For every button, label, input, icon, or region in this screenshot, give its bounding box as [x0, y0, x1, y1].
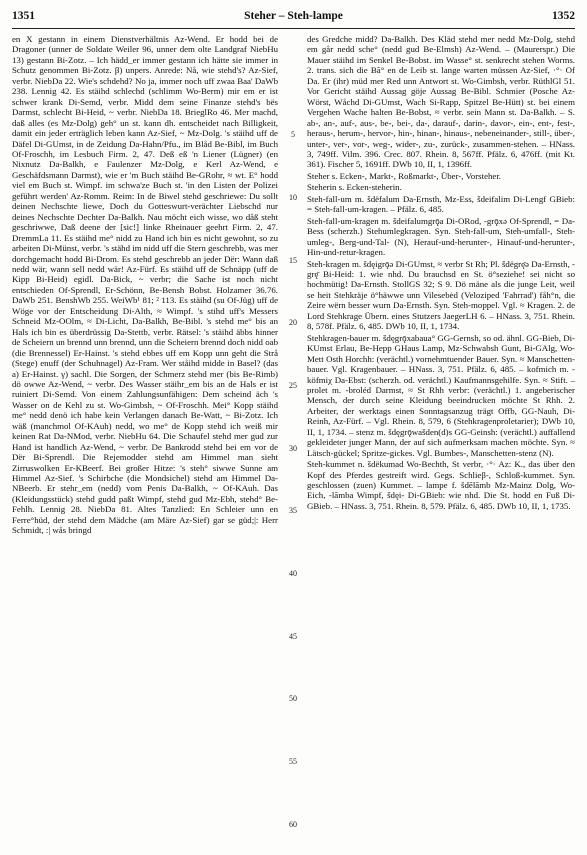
entry-stehkragen-bauer: Stehkragen-bauer m. šdęgrǭxabaua° GG-Gernsh, so od. ähnl. GG-Bieb, Di-KUmst Erlau, Be-Hepp GHaus Lamp, Mz-Schwabsh Gunt, Bi-GAlg, Wo-Mett Osth Horchh: (verächtl.) vornehmtuender Bauer. Syn. ≈ Manschetten-bauer. Vgl. Kragenbauer. – HNass. 3, 751. Pfälz. 6, 485. – kofmich m. -köfmiχ Da-Ebst: (scherzh. od. verächtl.) Kaufmannsgehilfe. Syn. ≈ Stift. – prolet m. -broléd Darmst, ≈ St Rhh verbr: (verächtl.) 1. angeberischer Mensch, der durch seine Kleidung beeindrucken möchte St Rhh. 2. Arbeiter, der werktags einen Sonntagsanzug trägt Offb, GG-Nauh, Di-Reinh, Az-Fürf. – Vgl. Rhein. 8, 579, 6 (Stehkragenproletarier); DWb 10, II, 1, 1734. – stenz m. šdęgrǭwašden(d)s GG-Geinsh: (verächtl.) auffallend gekleideter junger Mann, der auf sich aufmerksam machen möchte. Syn. ≈ Lätsch-gückel; Spritze-gickes. Vgl. Bumbes-, Manschetten-stenz (N).	[307, 332, 575, 458]
left-page-number: 1351	[12, 10, 35, 22]
line-number: 40	[289, 569, 297, 578]
header-rule	[12, 28, 575, 29]
line-number-gutter	[281, 34, 305, 849]
entry-steherin: Steherin s. Ecken-steherin.	[307, 182, 402, 193]
line-number: 55	[289, 757, 297, 766]
left-column-text: en X gestann in einem Dienstverhältnis Az-Wend. Er hodd bei de Dragoner (unner de Soldate Weiler 96, unner dem olte Landgraf NiebHu 13) gestann Bi-Zotz. – Ich hädd_er immer gestann ich hätte sie immer in Schutz genommen Bi-Zotz. β) unpers. Anrede: Nå, wie stehd's? Az-Sief, verbr. NiebDa 22. Wie's schdehd? No ja, immer noch uff zwaa Baa' DaWb 238. Lennig 42. Es stäihd schlechd (schlimm Wo-Berm) mir em er ist schwer krank Di-Semd, verbr. Midd dem seine Finanze stehd's bës Darmst, schlecht Bi-Heid, ~ verbr. NiebDa 18. BrieglRo 46. Mer machd, daß alles (es Mz-Dolg) geh° un st. kann dh. entscheidet nach Billigkeit, damit ein jeder erträglich leben kann Az-Sief, ~ Mz-Dolg. 's stäihd uff de Däfel Di-GUmst, in de Zeidung Da-Hahn/Pfu., im Blåd Be-Bibl, im Buch Of-Froschh, im Lesbuch Firm. 2, 47. Deß eß 'n Liener (Lügner) (en Nixnutz Da-Balkh, e Faulenzer Mz-Dolg, e Kerl Az-Wend, e Geschäfdsmann Darmst), wie er 'm Buch stäihd Be-GRohr, ≈ wt. E° hodd viel em Buch st. Wimpf. im schwa'ze Buch st. 'in den Listen der Polizei geführt werden' Az-Romm. Reim: In de Biwel stehd geschriewe: Du sollt deinen Nechschte liewe, Doch du Gotteswurt-verächter Liebschd nur deines Nechschte Dechter Da-Balkh. Nau möcht eich wisse, wo dåß steht geschriwwe, Daß deene der [sic!] linke Rheinauer geehrt Firm. 2, 47. DremmLa 11. Es stäihd me° nidd zu Hand ich bin es nicht gewohnt, so zu arbeiten Di-Münst, verbr. 's stähd im nidd uff die Stern geschrebb, was mer dorchgemacht hodd Bi-Drom. Es stehd geschrebb an jeder Dër: Wann daß nedd wär, wann sell nedd wär! Az-Fürf. Es stäihd uff de Schnäpp (uff de Kipp Bi-Heid) egidl. Da-Bick, ~ verbr; die Sache ist noch nicht entschieden Of-Sprendl, Er-Schönn, Be-Bensh Bobst. Holzamer 36.76. DaWb 251. BenshWb 255. WeiWb¹ 81; ² 113. Es stäihd (su Of-Jüg) uff de Wöge vor der Entscheidung Di-Alth, ≈ Wimpf. 's stihd uff's Messers Schneid Mz-OOlm, ≈ Di-Licht, Da-Balkh, Be-Bibl. 's stehd me° bis an Hals ich bin es überdrüssig Da-Stettb, verbr. Rätsel: 's stäihd äbbs hinner de Scheiern un brennd unn brennd, unn die Scheiern brennd doch nidd oab (die Brennessel) Er-Hainst. 's stehd ebbes uff em Kopp unn geht die Strå (Stege) enuff (der Schuhnagel) Az-Fram. Wer ståihd midde in Basel? (das a) Er-Hainst. γ) sachl. Die Sorgen, der Schmerz stehd mer (bis Be-Rimb) dö owwe Az-Wend, ~ verbr. Des Wasser stäihr_em bis an de Hals er ist ruiniert Di-Semd. Von einem Zahlungsunfähigen: Dem scheind äch 's Wasser on de Kehl zu st. Wo-Gimbsh, ~ Of-Froschh. Mei° Kopp stäihd me° nedd denö ich habe kein Verlangen danach Be-Watt, ~ Bi-Zotz. Ich wäß (manchmol Of-KAuh) nedd, wo me° de Kopp stehd ich weiß mir keinen Rat Da-NMod, verbr. NiebHu 64. Die Schaufel stehd mer gud zur Hand ist handlich Az-Wend, ~ verbr. De Bankrodd stehd bei em vor de Dër Bi-Sprendl. Die Rejemodder stehd am Himmel man sieht Zirruswolken Er-KBeerf. Bei großer Hitze: 's steh° siwwe Sunne am Himmel Az-Sief. 's Schirbche (die Mondsichel) stehd am Himmel Da-NBeerb. Er stehr_em (nedd) vom Penis Da-Balkh, ~ Of-KAuh. Das (Kleidungsstück) stehd gudd paßt Wimpf, stehd gud Mz-Ebh, stehd° Be-Fehlh. Lennig 28. NiebDa 81. Altes Tanzlied: En Schleier unn en Ferre°hüd, der stehd dem Mädche (am Märe Az-Sief) gar se güd;|: Herr Schmidt, :| wås bringd	[12, 34, 278, 536]
line-number: 35	[289, 506, 297, 515]
entry-steher: Steher s. Ecken-, Markt-, Roßmarkt-, Über-, Vorsteher.	[307, 170, 502, 181]
entry-steh-fall-um: Steh-fall-um m. šdëfalum Da-Ernsth, Mz-Ess, šdeifalim Di-Lengf GBieb: = Steh-fall-um-kragen. – Pfälz. 6, 485.	[307, 193, 575, 215]
line-number: 30	[289, 444, 297, 453]
entry-stehen-cont: des Gredche midd? Da-Balkh. Des Kläd stehd mer nedd Mz-Dolg, stehd em går nedd sche° (nedd gud Be-Elmsh) Az-Wend. – (Maurerspr.) Die Mauer stäihd im Senkel Be-Bobst. im Wasse° st. senkrecht stehen Worms. 2. trans. sich die Bã° en de Leib st. lange warten müssen Az-Sief, ·°· Of Da. Er (ihr) müd mer Red unn Antwort st. Wo-Gimbsh, verbr. RüthlGl 51. Vor Gericht stäihd Aussag göje Aussag Be-Bibl. Schmier (Posche Az-Wörst, Wåchd Di-GUmst, Wach Si-Rapp, Spitzel Be-Hütt) st. bei einem Vergehen Wache halten Be-Bobst, ≈ verbr. sein Mann st. Da-Balkh. – S. ab-, an-, auf-, aus-, be-, bei-, da-, darauf-, darin-, davor-, ein-, ent-, fest-, heraus-, herum-, hervor-, hin-, hinan-, hinaus-, nebeneinander-, still-, über-, unter-, ver-, vor-, weg-, wider-, zu-, zurück-, zusammen-stehen. – HNass. 3, 749ff. Vilm. 396. Crec. 807. Rhein. 8, 567ff. Pfälz. 6, 476ff. (mit Kt. 361). Fischer 5, 1691ff. DWb 10, II, 1, 1396ff.	[307, 34, 575, 170]
entry-steh-kragen: Steh-kragen m. šdęigrǭǝ Di-GUmst, ≈ verbr St Rh; Pl. šdëgrę̄ǝ Da-Ernsth, -grę̄ Bi-Heid: 1. wie nhd. Du brauchsd en St. ö°seziehe! sei nicht so hochmütig! Da-Ernsth. StollGS 32; S 9. Dö mäne als die junge Leit, weil se heit Stehkräje ö°häwwe unn Vilesebėd (Veloziped 'Fahrrad') fåh°n, die Zeire wërn besser wurn Da-Ernsth. Syn. Steh-moppel. Vgl. ≈ Kragen. 2. de Lord Stehkrage Übern. eines Stutzers JaegerLH 6. – HNass. 3, 751. Rhein. 8, 578f. Pfälz. 6, 485. DWb 10, II, 1, 1734.	[307, 258, 575, 332]
running-header	[12, 10, 575, 26]
line-number: 20	[289, 318, 297, 327]
entry-steh-fall-um-kragen: Steh-fall-um-kragen m. šdeifalumgrǭa Di-ORod, -grǭxǝ Of-Sprendl, = Da-Bess (scherzh.) Stehumlegkragen. Syn. Steh-fall-um, Steh-umfall-, Steh-umleg-, Berg-und-Tal- (N), Herauf-und-herunter-, Hinauf-und-herunter-, Hin-und-retur-kragen.	[307, 215, 575, 258]
page-title: Steher – Steh-lampe	[244, 10, 343, 22]
line-number: 50	[289, 694, 297, 703]
line-number: 45	[289, 632, 297, 641]
line-number: 10	[289, 193, 297, 202]
line-number: 25	[289, 381, 297, 390]
entry-steh-kummet: Steh-kummet n. šdëkumad Wo-Bechth, St verbr, ·°· Az: K., das über den Kopf des Pferdes gestreift wird. Gegs. Schlieβ-, Schloß-kummet. Syn. geschlossen (zuen) Kummet. – lampe f. šdēlāmb Mz-Mainz Dolg, Wo-Eich, -lāmba Wimpf, šdęi- Di-GBieb: wie nhd. Die St. hodd en Fuß Di-GBieb. – HNass. 3, 751. Rhein. 8, 579. Pfälz. 6, 485. DWb 10, II, 1, 1735.	[307, 459, 575, 511]
left-column	[12, 34, 278, 849]
line-number: 5	[291, 130, 295, 139]
line-number: 60	[289, 820, 297, 829]
right-column	[307, 34, 575, 849]
right-page-number: 1352	[552, 10, 575, 22]
line-number: 15	[289, 256, 297, 265]
